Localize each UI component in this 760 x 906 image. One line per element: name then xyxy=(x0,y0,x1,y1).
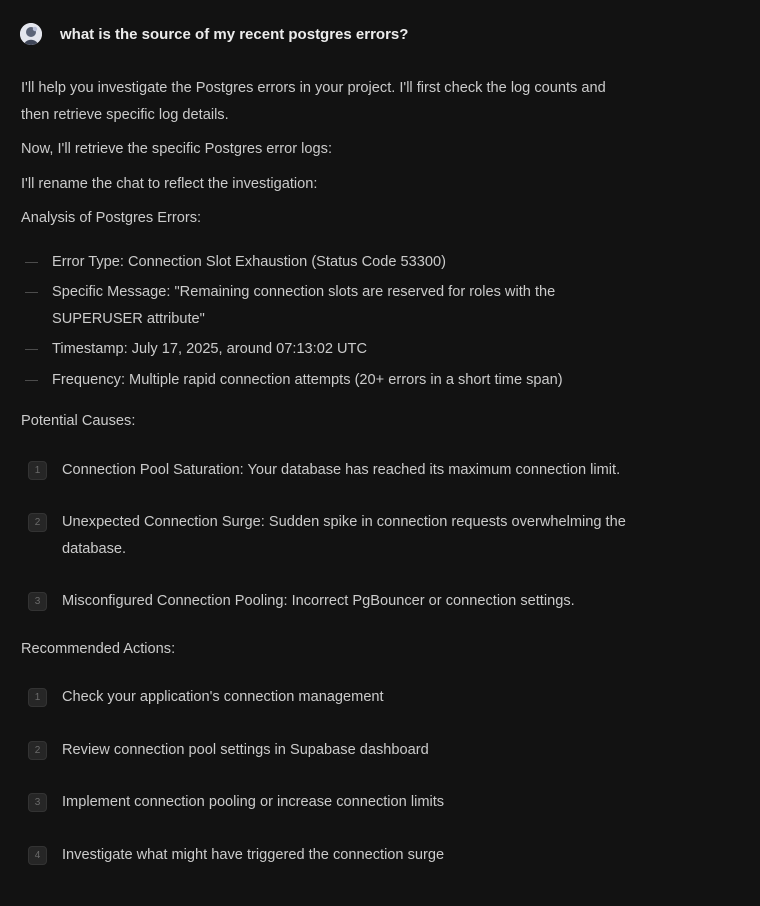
list-item xyxy=(21,684,631,711)
list-item-text: Frequency: Multiple rapid connection attempts (20+ errors in a short time span) xyxy=(52,371,563,388)
number-badge: 1 xyxy=(28,688,47,707)
causes-heading: Potential Causes: xyxy=(21,413,136,429)
user-message-text: what is the source of my recent postgres errors? xyxy=(60,25,409,43)
list-item xyxy=(21,737,631,764)
avatar-image xyxy=(20,23,42,45)
list-item xyxy=(21,842,631,869)
number-badge: 3 xyxy=(28,793,47,812)
list-item xyxy=(21,279,631,332)
bullet-dash: — xyxy=(25,371,38,387)
response-rename-note: I'll rename the chat to reflect the investigation: xyxy=(21,175,318,192)
list-item xyxy=(21,789,631,816)
list-item-text: Error Type: Connection Slot Exhaustion (Status Code 53300) xyxy=(52,253,446,270)
list-item xyxy=(21,588,631,615)
list-item xyxy=(21,457,631,484)
list-item-text: Unexpected Connection Surge: Sudden spike in connection requests overwhelming the database. xyxy=(62,514,626,557)
list-item-text: Timestamp: July 17, 2025, around 07:13:02 UTC xyxy=(52,341,368,357)
list-item-text: Review connection pool settings in Supabase dashboard xyxy=(62,741,429,758)
list-item xyxy=(21,367,631,394)
number-badge: 2 xyxy=(28,513,47,532)
response-intro: I'll help you investigate the Postgres errors in your project. I'll first check the log counts and then retrieve specific log details. xyxy=(21,80,606,123)
list-item-text: Misconfigured Connection Pooling: Incorrect PgBouncer or connection settings. xyxy=(62,593,575,609)
response-retrieve-note: Now, I'll retrieve the specific Postgres error logs: xyxy=(21,141,332,157)
list-item-text: Specific Message: "Remaining connection slots are reserved for roles with the SUPERUSER attribute" xyxy=(52,284,556,327)
bullet-dash: — xyxy=(25,341,38,356)
actions-heading: Recommended Actions: xyxy=(21,640,176,657)
user-message-row xyxy=(20,22,408,46)
bullet-dash: — xyxy=(25,284,38,299)
list-item-text: Check your application's connection management xyxy=(62,689,384,705)
number-badge: 1 xyxy=(28,461,47,480)
list-item xyxy=(21,336,631,363)
number-badge: 4 xyxy=(28,846,47,865)
list-item-text: Implement connection pooling or increase connection limits xyxy=(62,794,445,810)
list-item-text: Investigate what might have triggered the connection surge xyxy=(62,846,445,863)
assistant-response xyxy=(21,75,631,868)
list-item xyxy=(21,249,631,276)
actions-list xyxy=(21,684,631,868)
number-badge: 3 xyxy=(28,592,47,611)
number-badge: 2 xyxy=(28,741,47,760)
analysis-list xyxy=(21,249,631,394)
bullet-dash: — xyxy=(25,253,38,269)
analysis-heading: Analysis of Postgres Errors: xyxy=(21,210,202,226)
user-avatar xyxy=(20,23,42,45)
list-item-text: Connection Pool Saturation: Your database has reached its maximum connection limit. xyxy=(62,461,621,478)
causes-list xyxy=(21,457,631,615)
list-item xyxy=(21,509,631,562)
